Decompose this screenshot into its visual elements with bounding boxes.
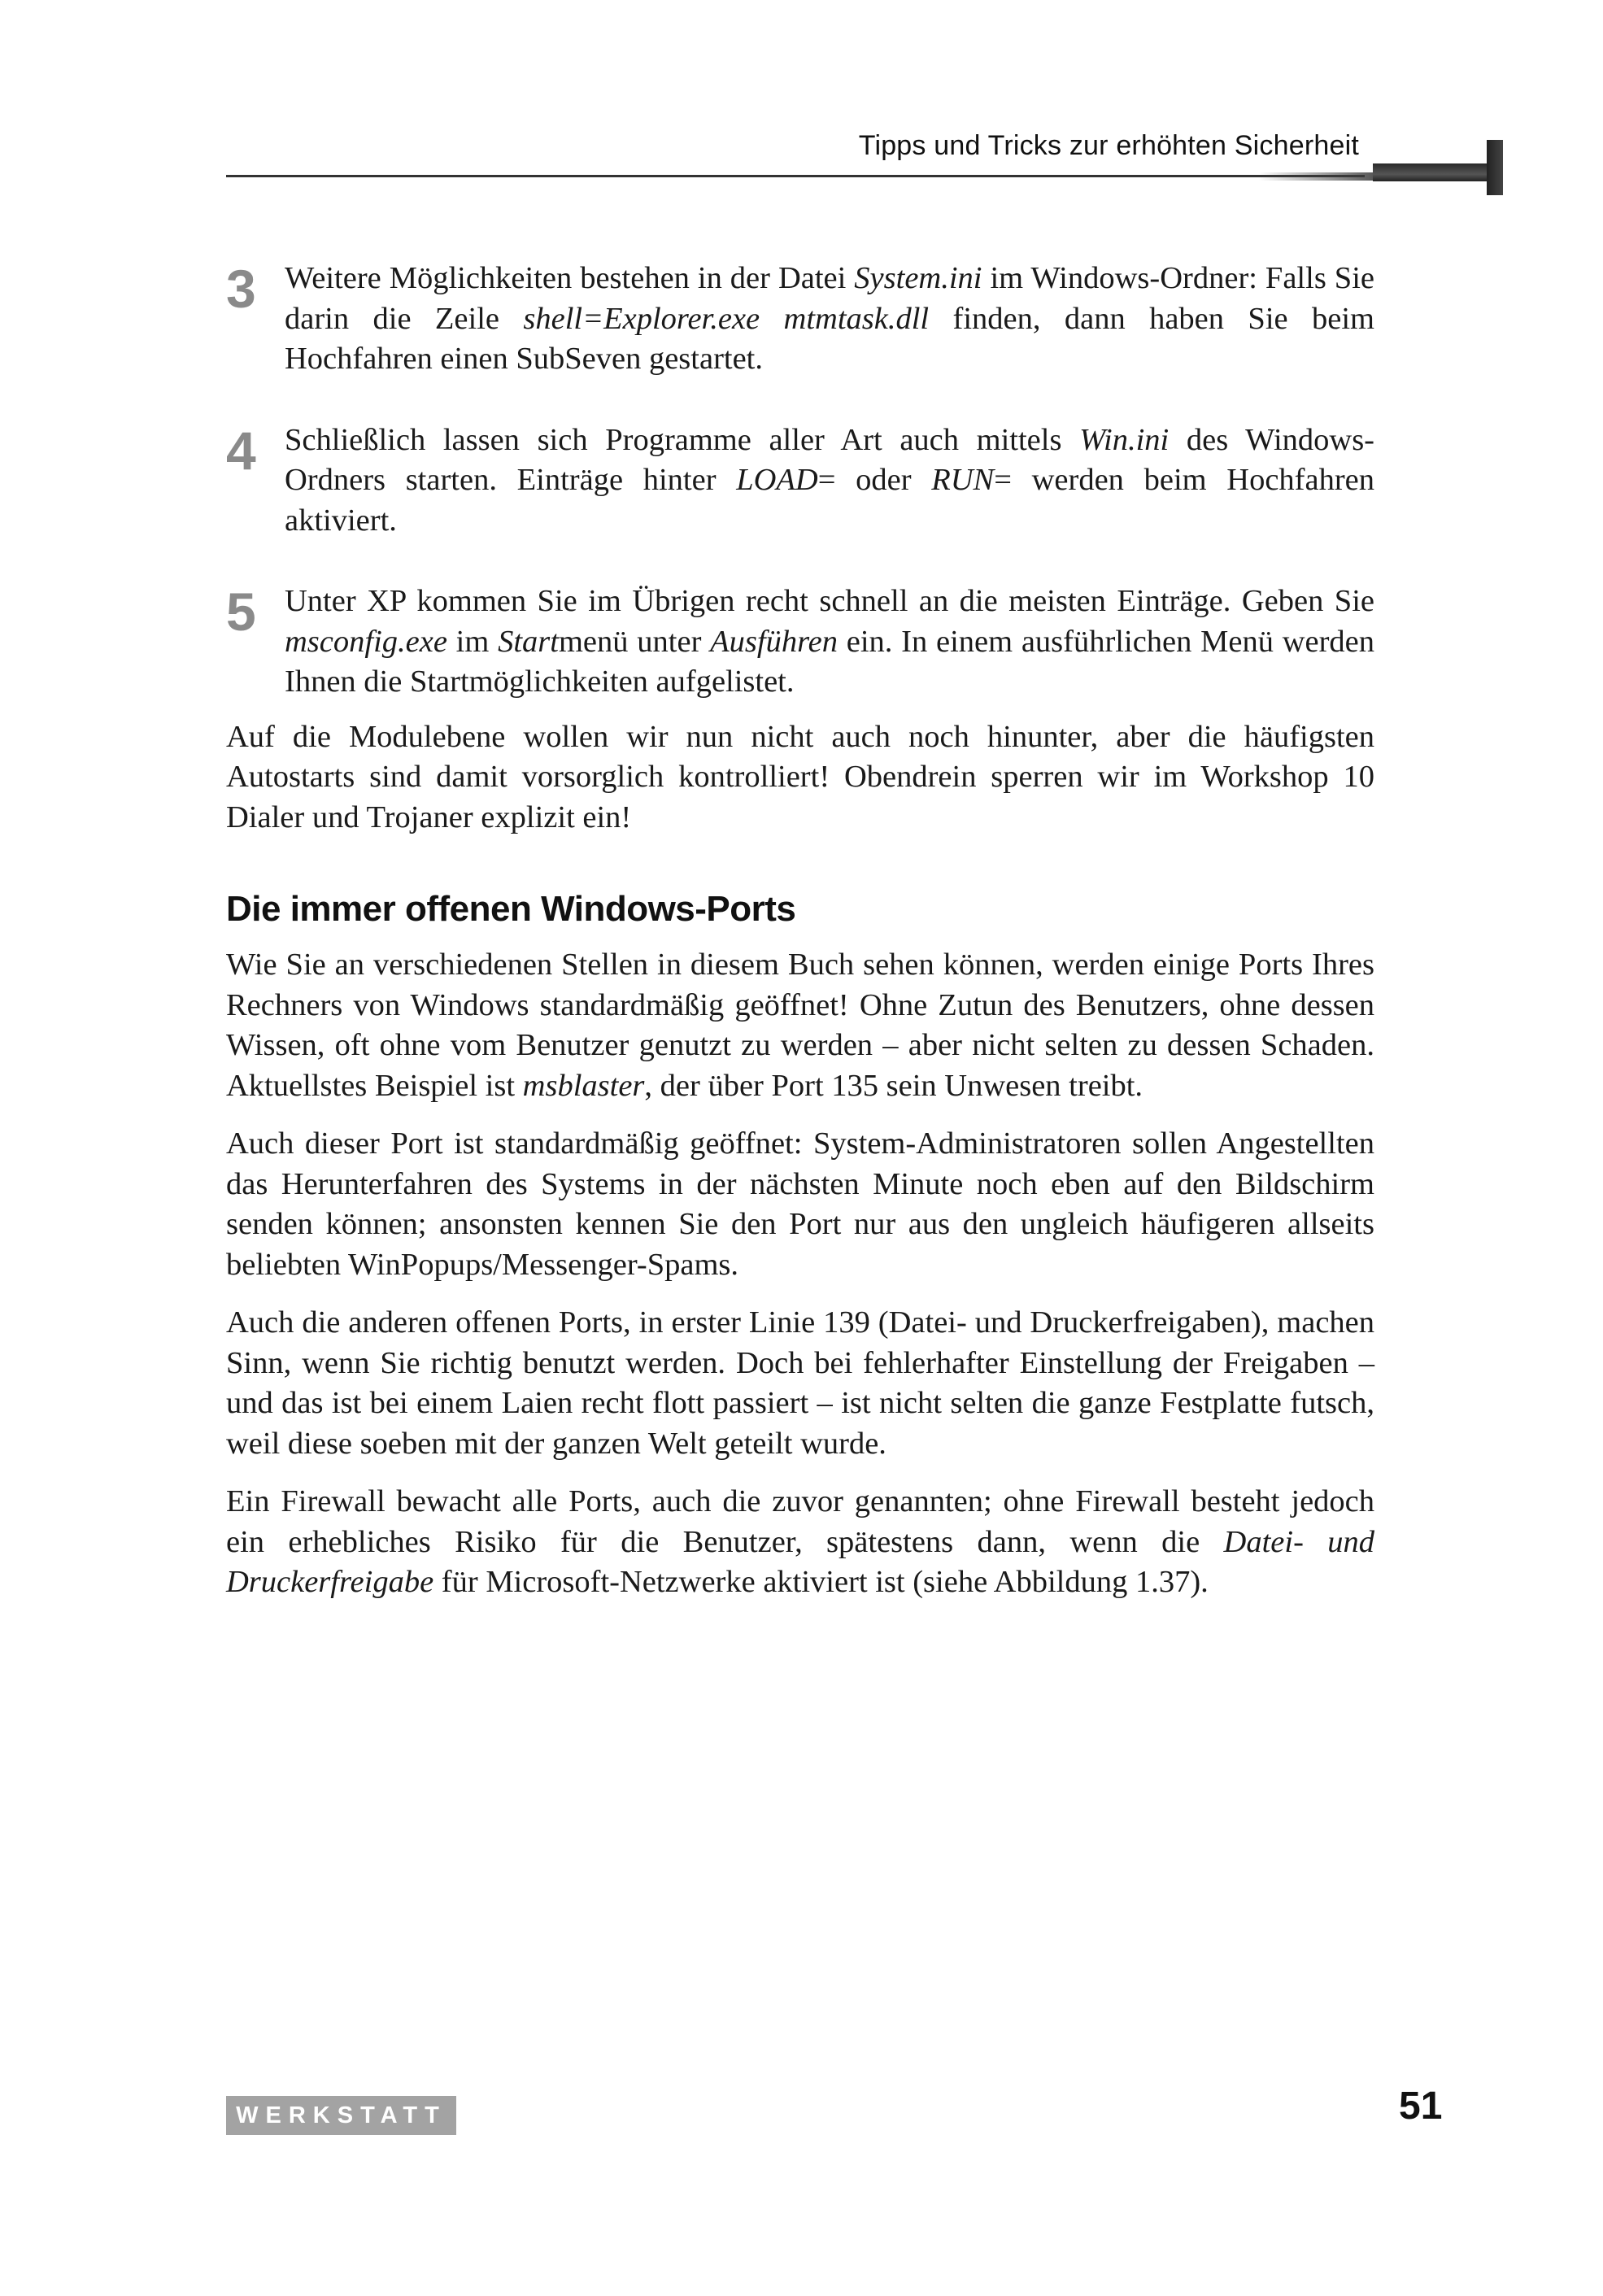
text-run: für Microsoft-Netzwerke aktiviert ist (siehe Abbildung 1.37).	[433, 1565, 1209, 1599]
header-bar-fade	[1259, 172, 1373, 181]
text-run: Ein Firewall bewacht alle Ports, auch die zuvor genannten; ohne Firewall besteht jedoch ein erhebliches Risiko für die Benutzer, spätestens dann, wenn die	[226, 1484, 1374, 1559]
step-4	[226, 420, 1374, 542]
text-run: Auf die Modulebene wollen wir nun nicht auch noch hinunter, aber die häufigsten Autostarts sind damit vorsorglich kontrolliert! Obendrein sperren wir im Workshop 10 Dialer und Trojaner explizit ein!	[226, 719, 1374, 834]
text-run: finden, dann haben Sie beim Hochfahren einen SubSeven gestartet.	[285, 301, 1374, 376]
header-bar	[1373, 163, 1487, 181]
italic-term: LOAD	[736, 463, 818, 497]
text-run: Auch die anderen offenen Ports, in erster Linie 139 (Datei- und Druckerfreigaben), machen Sinn, wenn Sie richtig benutzt werden. Doch bei fehlerhafter Einstellung der Freigaben – und das ist bei einem Laien recht flott passiert – ist nicht selten die ganze Festplatte futsch, weil diese soeben mit der ganzen Welt geteilt wurde.	[226, 1305, 1374, 1461]
body-paragraph	[226, 1482, 1374, 1603]
italic-term: msconfig.exe	[285, 624, 447, 659]
italic-term: System.ini	[854, 261, 982, 295]
italic-term: RUN	[931, 463, 995, 497]
step-text	[285, 420, 1374, 542]
text-run: im	[446, 624, 499, 659]
step-number: 4	[226, 420, 256, 481]
body-paragraph	[226, 1124, 1374, 1285]
section-heading: Die immer offenen Windows-Ports	[226, 889, 796, 929]
header-tab	[1487, 140, 1503, 195]
intro-paragraph	[226, 717, 1374, 839]
step-number: 3	[226, 259, 256, 319]
footer-werkstatt-label: WERKSTATT	[226, 2096, 456, 2135]
text-run: des Windows-Ordners starten. Einträge hinter	[285, 422, 1374, 497]
text-run: = werden beim Hochfahren aktiviert.	[285, 463, 1374, 538]
italic-term: msblaster	[522, 1068, 645, 1103]
step-text	[285, 582, 1374, 703]
page-number: 51	[1399, 2085, 1443, 2128]
italic-term: Datei- und Druckerfreigabe	[226, 1524, 1375, 1599]
step-number: 5	[226, 582, 256, 642]
italic-term: shell=Explorer.exe mtmtask.dll	[523, 301, 930, 336]
italic-term: Start	[498, 624, 559, 659]
header-rule	[226, 175, 1365, 177]
page-content	[226, 259, 1374, 1621]
step-5	[226, 582, 1374, 703]
text-run: , der über Port 135 sein Unwesen treibt.	[644, 1068, 1143, 1103]
text-run: menü unter	[558, 624, 711, 659]
italic-term: Ausführen	[710, 624, 838, 659]
text-run: Wie Sie an verschiedenen Stellen in diesem Buch sehen können, werden einige Ports Ihres Rechners von Windows standardmäßig geöffnet! Ohne Zutun des Benutzers, ohne dessen Wissen, oft ohne vom Benutzer genutzt zu werden – aber nicht selten zu dessen Schaden. Aktuellstes Beispiel ist	[226, 948, 1374, 1103]
step-3	[226, 259, 1374, 380]
text-run: ein. In einem ausführlichen Menü werden Ihnen die Startmöglichkeiten aufgelistet.	[285, 624, 1375, 699]
running-header-title: Tipps und Tricks zur erhöhten Sicherheit	[858, 130, 1359, 161]
text-run: Auch dieser Port ist standardmäßig geöffnet: System-Administratoren sollen Angestellten das Herunterfahren des Systems in der nächsten Minute noch eben auf den Bildschirm senden können; ansonsten kennen Sie den Port nur aus den ungleich häufigeren allseits beliebten WinPopups/Messenger-Spams.	[226, 1126, 1374, 1282]
body-paragraph	[226, 945, 1374, 1106]
text-run: Schließlich lassen sich Programme aller Art auch mittels	[285, 422, 1080, 457]
text-run: = oder	[817, 463, 932, 497]
text-run: im Windows-Ordner: Falls Sie darin die Zeile	[285, 261, 1374, 336]
body-paragraph	[226, 1303, 1374, 1464]
step-text	[285, 259, 1374, 380]
text-run: Unter XP kommen Sie im Übrigen recht schnell an die meisten Einträge. Geben Sie	[285, 584, 1374, 618]
italic-term: Win.ini	[1079, 422, 1170, 457]
text-run: Weitere Möglichkeiten bestehen in der Datei	[285, 261, 855, 295]
